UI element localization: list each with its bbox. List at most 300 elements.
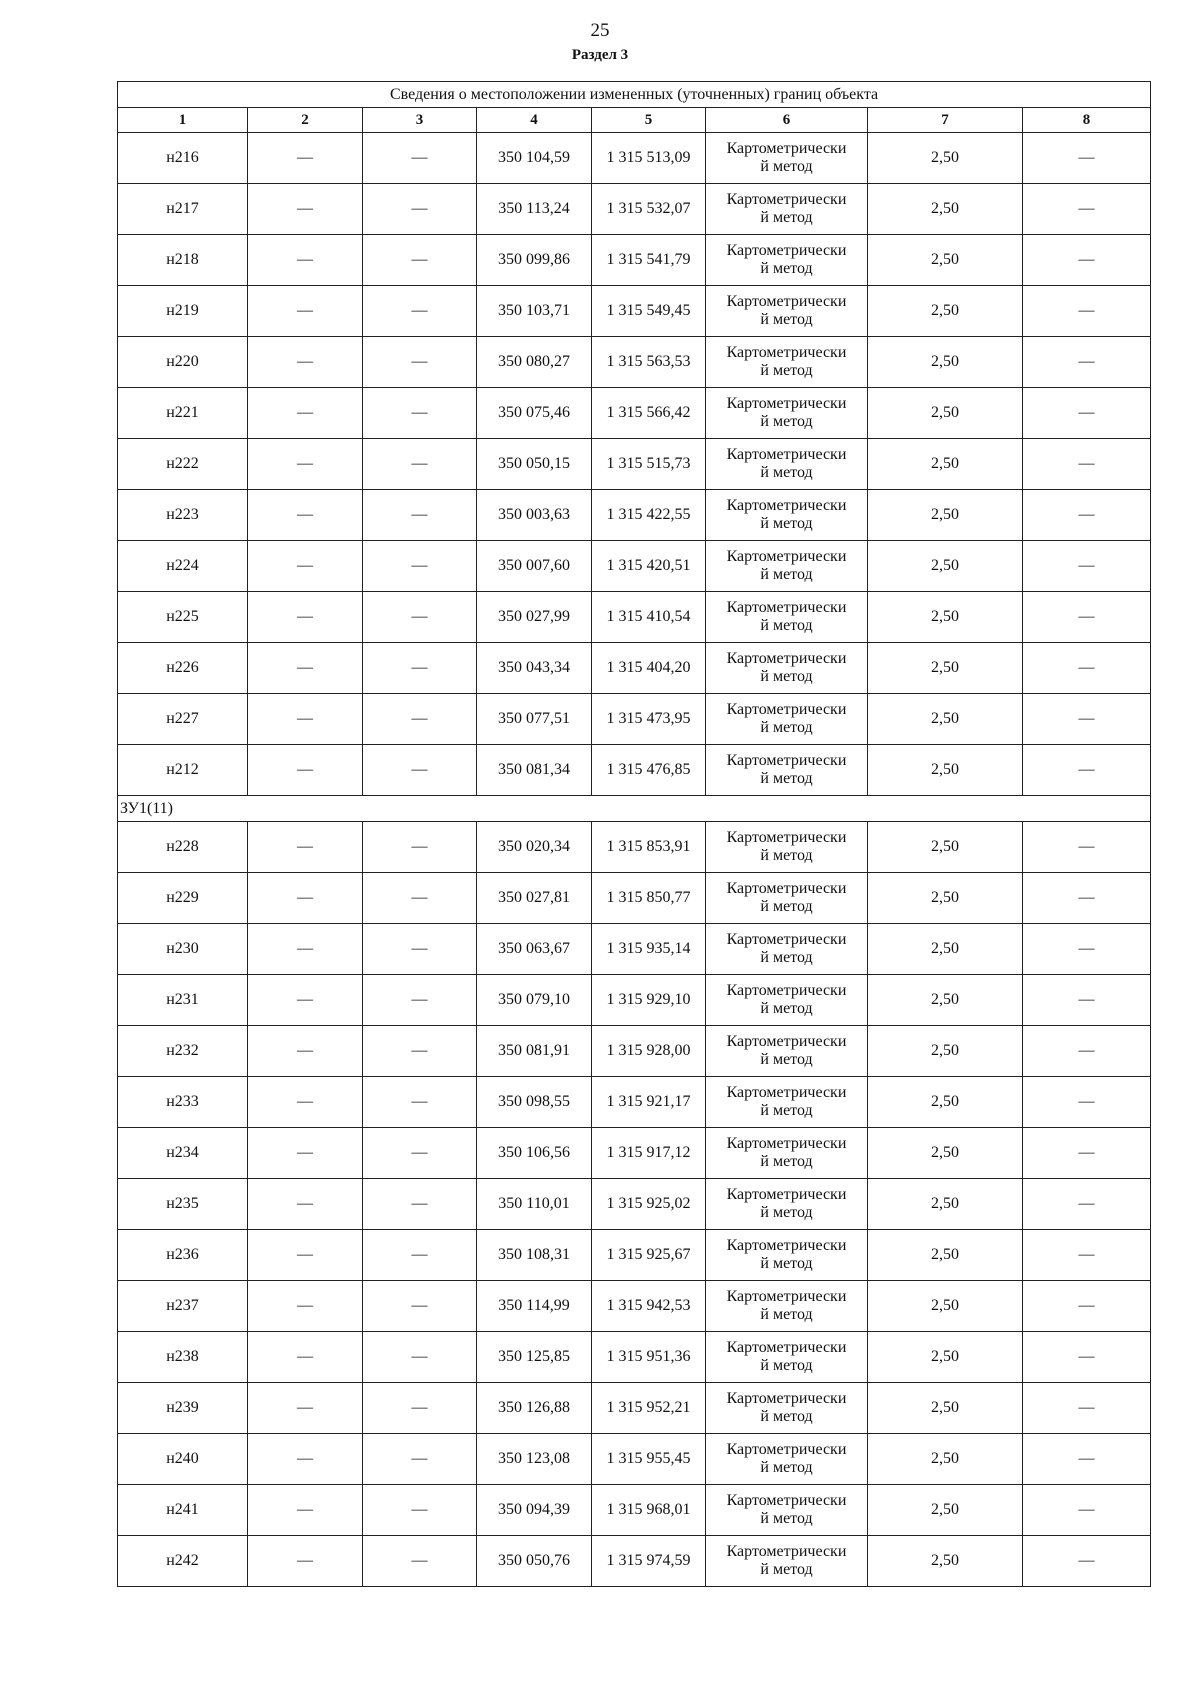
empty-x-cell: — xyxy=(248,1434,363,1485)
accuracy: 2,50 xyxy=(868,490,1023,541)
method-line: й метод xyxy=(760,413,813,430)
empty-y-cell: — xyxy=(363,184,477,235)
point-id: н241 xyxy=(118,1485,248,1536)
method-line: Картометрически xyxy=(726,982,847,999)
point-id: н235 xyxy=(118,1179,248,1230)
method-line: Картометрически xyxy=(726,140,847,157)
accuracy: 2,50 xyxy=(868,745,1023,796)
method-line: Картометрически xyxy=(726,191,847,208)
empty-y-cell: — xyxy=(363,745,477,796)
method-line: й метод xyxy=(760,1357,813,1374)
accuracy: 2,50 xyxy=(868,1332,1023,1383)
description-cell: — xyxy=(1023,1281,1151,1332)
empty-x-cell: — xyxy=(248,388,363,439)
method-line: й метод xyxy=(760,1153,813,1170)
empty-y-cell: — xyxy=(363,235,477,286)
point-id: н239 xyxy=(118,1383,248,1434)
table-row xyxy=(118,1281,1151,1332)
method-cell xyxy=(706,286,868,337)
point-id: н227 xyxy=(118,694,248,745)
method-line: Картометрически xyxy=(726,548,847,565)
table-row xyxy=(118,643,1151,694)
method-cell xyxy=(706,873,868,924)
method-line: й метод xyxy=(760,1000,813,1017)
description-cell: — xyxy=(1023,1179,1151,1230)
empty-x-cell: — xyxy=(248,745,363,796)
method-cell xyxy=(706,924,868,975)
point-id: н216 xyxy=(118,133,248,184)
accuracy: 2,50 xyxy=(868,924,1023,975)
group-label: ЗУ1(11) xyxy=(118,796,1151,822)
empty-x-cell: — xyxy=(248,975,363,1026)
point-id: н231 xyxy=(118,975,248,1026)
method-line: й метод xyxy=(760,1102,813,1119)
x-coordinate: 350 106,56 xyxy=(477,1128,592,1179)
description-cell: — xyxy=(1023,1128,1151,1179)
empty-y-cell: — xyxy=(363,1485,477,1536)
y-coordinate: 1 315 921,17 xyxy=(592,1077,706,1128)
table-row xyxy=(118,286,1151,337)
column-number: 1 xyxy=(118,108,248,133)
coordinates-table xyxy=(117,81,1151,1587)
empty-y-cell: — xyxy=(363,541,477,592)
accuracy: 2,50 xyxy=(868,337,1023,388)
point-id: н234 xyxy=(118,1128,248,1179)
method-cell xyxy=(706,1128,868,1179)
method-line: Картометрически xyxy=(726,1237,847,1254)
x-coordinate: 350 027,99 xyxy=(477,592,592,643)
table-row xyxy=(118,1536,1151,1587)
method-cell xyxy=(706,822,868,873)
accuracy: 2,50 xyxy=(868,388,1023,439)
method-cell xyxy=(706,184,868,235)
description-cell: — xyxy=(1023,1485,1151,1536)
empty-x-cell: — xyxy=(248,873,363,924)
empty-x-cell: — xyxy=(248,1026,363,1077)
table-row xyxy=(118,439,1151,490)
empty-y-cell: — xyxy=(363,1077,477,1128)
description-cell: — xyxy=(1023,592,1151,643)
method-line: й метод xyxy=(760,1051,813,1068)
x-coordinate: 350 020,34 xyxy=(477,822,592,873)
x-coordinate: 350 125,85 xyxy=(477,1332,592,1383)
point-id: н226 xyxy=(118,643,248,694)
description-cell: — xyxy=(1023,1026,1151,1077)
accuracy: 2,50 xyxy=(868,1434,1023,1485)
method-line: й метод xyxy=(760,362,813,379)
point-id: н217 xyxy=(118,184,248,235)
empty-x-cell: — xyxy=(248,184,363,235)
empty-x-cell: — xyxy=(248,235,363,286)
method-cell xyxy=(706,1536,868,1587)
x-coordinate: 350 081,91 xyxy=(477,1026,592,1077)
x-coordinate: 350 126,88 xyxy=(477,1383,592,1434)
method-line: й метод xyxy=(760,770,813,787)
method-line: Картометрически xyxy=(726,1135,847,1152)
method-cell xyxy=(706,1026,868,1077)
table-row xyxy=(118,184,1151,235)
x-coordinate: 350 075,46 xyxy=(477,388,592,439)
empty-y-cell: — xyxy=(363,1536,477,1587)
accuracy: 2,50 xyxy=(868,133,1023,184)
method-line: Картометрически xyxy=(726,752,847,769)
table-row xyxy=(118,1230,1151,1281)
point-id: н230 xyxy=(118,924,248,975)
y-coordinate: 1 315 952,21 xyxy=(592,1383,706,1434)
y-coordinate: 1 315 929,10 xyxy=(592,975,706,1026)
method-cell xyxy=(706,235,868,286)
y-coordinate: 1 315 566,42 xyxy=(592,388,706,439)
x-coordinate: 350 099,86 xyxy=(477,235,592,286)
empty-x-cell: — xyxy=(248,643,363,694)
y-coordinate: 1 315 974,59 xyxy=(592,1536,706,1587)
y-coordinate: 1 315 476,85 xyxy=(592,745,706,796)
empty-x-cell: — xyxy=(248,541,363,592)
y-coordinate: 1 315 942,53 xyxy=(592,1281,706,1332)
method-cell xyxy=(706,388,868,439)
table-row xyxy=(118,694,1151,745)
method-cell xyxy=(706,1179,868,1230)
column-number: 4 xyxy=(477,108,592,133)
table-row xyxy=(118,1179,1151,1230)
description-cell: — xyxy=(1023,1536,1151,1587)
method-line: Картометрически xyxy=(726,1492,847,1509)
method-line: й метод xyxy=(760,464,813,481)
description-cell: — xyxy=(1023,133,1151,184)
table-row xyxy=(118,1383,1151,1434)
empty-x-cell: — xyxy=(248,1485,363,1536)
y-coordinate: 1 315 928,00 xyxy=(592,1026,706,1077)
empty-y-cell: — xyxy=(363,924,477,975)
table-row xyxy=(118,1485,1151,1536)
description-cell: — xyxy=(1023,439,1151,490)
empty-y-cell: — xyxy=(363,1230,477,1281)
column-number-row xyxy=(118,108,1151,133)
method-line: Картометрически xyxy=(726,344,847,361)
accuracy: 2,50 xyxy=(868,1128,1023,1179)
x-coordinate: 350 098,55 xyxy=(477,1077,592,1128)
method-line: й метод xyxy=(760,1408,813,1425)
method-line: й метод xyxy=(760,311,813,328)
method-line: Картометрически xyxy=(726,293,847,310)
method-line: Картометрически xyxy=(726,599,847,616)
method-line: й метод xyxy=(760,1459,813,1476)
x-coordinate: 350 080,27 xyxy=(477,337,592,388)
table-row xyxy=(118,1026,1151,1077)
x-coordinate: 350 043,34 xyxy=(477,643,592,694)
empty-y-cell: — xyxy=(363,286,477,337)
method-line: й метод xyxy=(760,847,813,864)
method-line: й метод xyxy=(760,1510,813,1527)
x-coordinate: 350 003,63 xyxy=(477,490,592,541)
x-coordinate: 350 108,31 xyxy=(477,1230,592,1281)
description-cell: — xyxy=(1023,388,1151,439)
method-line: й метод xyxy=(760,898,813,915)
method-cell xyxy=(706,541,868,592)
method-cell xyxy=(706,694,868,745)
method-line: Картометрически xyxy=(726,1441,847,1458)
table-row xyxy=(118,745,1151,796)
description-cell: — xyxy=(1023,745,1151,796)
method-cell xyxy=(706,439,868,490)
accuracy: 2,50 xyxy=(868,1026,1023,1077)
point-id: н225 xyxy=(118,592,248,643)
method-line: Картометрически xyxy=(726,1390,847,1407)
group-row xyxy=(118,796,1151,822)
method-line: Картометрически xyxy=(726,497,847,514)
point-id: н228 xyxy=(118,822,248,873)
accuracy: 2,50 xyxy=(868,873,1023,924)
point-id: н233 xyxy=(118,1077,248,1128)
empty-y-cell: — xyxy=(363,337,477,388)
empty-x-cell: — xyxy=(248,1077,363,1128)
empty-x-cell: — xyxy=(248,592,363,643)
description-cell: — xyxy=(1023,1077,1151,1128)
method-line: Картометрически xyxy=(726,701,847,718)
table-row xyxy=(118,822,1151,873)
empty-x-cell: — xyxy=(248,337,363,388)
y-coordinate: 1 315 951,36 xyxy=(592,1332,706,1383)
point-id: н237 xyxy=(118,1281,248,1332)
empty-y-cell: — xyxy=(363,1434,477,1485)
table-row xyxy=(118,490,1151,541)
empty-y-cell: — xyxy=(363,975,477,1026)
accuracy: 2,50 xyxy=(868,1536,1023,1587)
table-row xyxy=(118,1077,1151,1128)
y-coordinate: 1 315 853,91 xyxy=(592,822,706,873)
method-cell xyxy=(706,1434,868,1485)
empty-y-cell: — xyxy=(363,1281,477,1332)
empty-y-cell: — xyxy=(363,1026,477,1077)
empty-x-cell: — xyxy=(248,822,363,873)
method-line: Картометрически xyxy=(726,829,847,846)
x-coordinate: 350 110,01 xyxy=(477,1179,592,1230)
accuracy: 2,50 xyxy=(868,592,1023,643)
x-coordinate: 350 027,81 xyxy=(477,873,592,924)
method-cell xyxy=(706,133,868,184)
method-line: Картометрически xyxy=(726,1543,847,1560)
method-line: Картометрически xyxy=(726,1084,847,1101)
y-coordinate: 1 315 420,51 xyxy=(592,541,706,592)
point-id: н232 xyxy=(118,1026,248,1077)
y-coordinate: 1 315 935,14 xyxy=(592,924,706,975)
method-line: Картометрически xyxy=(726,1186,847,1203)
method-line: Картометрически xyxy=(726,242,847,259)
empty-y-cell: — xyxy=(363,694,477,745)
method-line: й метод xyxy=(760,515,813,532)
description-cell: — xyxy=(1023,1230,1151,1281)
y-coordinate: 1 315 549,45 xyxy=(592,286,706,337)
accuracy: 2,50 xyxy=(868,286,1023,337)
method-cell xyxy=(706,643,868,694)
table-row xyxy=(118,541,1151,592)
empty-y-cell: — xyxy=(363,822,477,873)
point-id: н219 xyxy=(118,286,248,337)
point-id: н242 xyxy=(118,1536,248,1587)
empty-y-cell: — xyxy=(363,873,477,924)
table-row xyxy=(118,975,1151,1026)
point-id: н220 xyxy=(118,337,248,388)
accuracy: 2,50 xyxy=(868,541,1023,592)
table-row xyxy=(118,1434,1151,1485)
method-line: й метод xyxy=(760,209,813,226)
x-coordinate: 350 007,60 xyxy=(477,541,592,592)
method-line: Картометрически xyxy=(726,1033,847,1050)
method-cell xyxy=(706,1077,868,1128)
description-cell: — xyxy=(1023,337,1151,388)
accuracy: 2,50 xyxy=(868,643,1023,694)
description-cell: — xyxy=(1023,1332,1151,1383)
empty-y-cell: — xyxy=(363,643,477,694)
method-line: й метод xyxy=(760,617,813,634)
table-row xyxy=(118,592,1151,643)
x-coordinate: 350 050,15 xyxy=(477,439,592,490)
table-row xyxy=(118,388,1151,439)
table-caption: Сведения о местоположении измененных (уточненных) границ объекта xyxy=(118,82,1151,108)
method-line: Картометрически xyxy=(726,880,847,897)
method-line: й метод xyxy=(760,158,813,175)
method-cell xyxy=(706,975,868,1026)
column-number: 8 xyxy=(1023,108,1151,133)
table-row xyxy=(118,337,1151,388)
method-line: й метод xyxy=(760,949,813,966)
method-line: й метод xyxy=(760,1204,813,1221)
method-cell xyxy=(706,745,868,796)
description-cell: — xyxy=(1023,541,1151,592)
x-coordinate: 350 114,99 xyxy=(477,1281,592,1332)
page-number: 25 xyxy=(590,20,610,41)
empty-x-cell: — xyxy=(248,1128,363,1179)
x-coordinate: 350 103,71 xyxy=(477,286,592,337)
accuracy: 2,50 xyxy=(868,822,1023,873)
x-coordinate: 350 079,10 xyxy=(477,975,592,1026)
x-coordinate: 350 094,39 xyxy=(477,1485,592,1536)
x-coordinate: 350 104,59 xyxy=(477,133,592,184)
empty-x-cell: — xyxy=(248,1383,363,1434)
empty-x-cell: — xyxy=(248,286,363,337)
point-id: н218 xyxy=(118,235,248,286)
x-coordinate: 350 113,24 xyxy=(477,184,592,235)
method-line: Картометрически xyxy=(726,1288,847,1305)
y-coordinate: 1 315 404,20 xyxy=(592,643,706,694)
y-coordinate: 1 315 541,79 xyxy=(592,235,706,286)
method-line: й метод xyxy=(760,1255,813,1272)
accuracy: 2,50 xyxy=(868,1077,1023,1128)
description-cell: — xyxy=(1023,822,1151,873)
y-coordinate: 1 315 955,45 xyxy=(592,1434,706,1485)
table-row xyxy=(118,133,1151,184)
y-coordinate: 1 315 515,73 xyxy=(592,439,706,490)
accuracy: 2,50 xyxy=(868,694,1023,745)
description-cell: — xyxy=(1023,235,1151,286)
empty-y-cell: — xyxy=(363,490,477,541)
method-line: й метод xyxy=(760,1306,813,1323)
accuracy: 2,50 xyxy=(868,975,1023,1026)
empty-x-cell: — xyxy=(248,1281,363,1332)
empty-y-cell: — xyxy=(363,1332,477,1383)
method-line: й метод xyxy=(760,719,813,736)
table-row xyxy=(118,924,1151,975)
method-cell xyxy=(706,1281,868,1332)
empty-y-cell: — xyxy=(363,133,477,184)
point-id: н221 xyxy=(118,388,248,439)
table-row xyxy=(118,1332,1151,1383)
method-cell xyxy=(706,337,868,388)
y-coordinate: 1 315 917,12 xyxy=(592,1128,706,1179)
section-title: Раздел 3 xyxy=(571,47,629,63)
method-cell xyxy=(706,592,868,643)
column-number: 5 xyxy=(592,108,706,133)
x-coordinate: 350 081,34 xyxy=(477,745,592,796)
method-line: й метод xyxy=(760,1561,813,1578)
description-cell: — xyxy=(1023,873,1151,924)
point-id: н229 xyxy=(118,873,248,924)
empty-y-cell: — xyxy=(363,1128,477,1179)
y-coordinate: 1 315 925,67 xyxy=(592,1230,706,1281)
point-id: н223 xyxy=(118,490,248,541)
x-coordinate: 350 077,51 xyxy=(477,694,592,745)
y-coordinate: 1 315 850,77 xyxy=(592,873,706,924)
description-cell: — xyxy=(1023,694,1151,745)
y-coordinate: 1 315 563,53 xyxy=(592,337,706,388)
point-id: н224 xyxy=(118,541,248,592)
empty-x-cell: — xyxy=(248,133,363,184)
point-id: н236 xyxy=(118,1230,248,1281)
accuracy: 2,50 xyxy=(868,235,1023,286)
point-id: н222 xyxy=(118,439,248,490)
empty-y-cell: — xyxy=(363,1383,477,1434)
empty-x-cell: — xyxy=(248,1536,363,1587)
description-cell: — xyxy=(1023,643,1151,694)
point-id: н212 xyxy=(118,745,248,796)
accuracy: 2,50 xyxy=(868,1281,1023,1332)
method-cell xyxy=(706,1332,868,1383)
accuracy: 2,50 xyxy=(868,439,1023,490)
description-cell: — xyxy=(1023,490,1151,541)
description-cell: — xyxy=(1023,924,1151,975)
empty-x-cell: — xyxy=(248,1179,363,1230)
y-coordinate: 1 315 513,09 xyxy=(592,133,706,184)
y-coordinate: 1 315 473,95 xyxy=(592,694,706,745)
column-number: 3 xyxy=(363,108,477,133)
method-cell xyxy=(706,1485,868,1536)
table-row xyxy=(118,1128,1151,1179)
point-id: н238 xyxy=(118,1332,248,1383)
empty-y-cell: — xyxy=(363,439,477,490)
x-coordinate: 350 063,67 xyxy=(477,924,592,975)
column-number: 7 xyxy=(868,108,1023,133)
method-line: Картометрически xyxy=(726,395,847,412)
accuracy: 2,50 xyxy=(868,1230,1023,1281)
y-coordinate: 1 315 410,54 xyxy=(592,592,706,643)
method-cell xyxy=(706,490,868,541)
accuracy: 2,50 xyxy=(868,1179,1023,1230)
column-number: 2 xyxy=(248,108,363,133)
accuracy: 2,50 xyxy=(868,1485,1023,1536)
empty-x-cell: — xyxy=(248,1230,363,1281)
accuracy: 2,50 xyxy=(868,1383,1023,1434)
empty-x-cell: — xyxy=(248,490,363,541)
y-coordinate: 1 315 925,02 xyxy=(592,1179,706,1230)
method-line: й метод xyxy=(760,668,813,685)
method-line: Картометрически xyxy=(726,1339,847,1356)
empty-y-cell: — xyxy=(363,592,477,643)
method-line: й метод xyxy=(760,566,813,583)
table-row xyxy=(118,873,1151,924)
x-coordinate: 350 123,08 xyxy=(477,1434,592,1485)
accuracy: 2,50 xyxy=(868,184,1023,235)
point-id: н240 xyxy=(118,1434,248,1485)
